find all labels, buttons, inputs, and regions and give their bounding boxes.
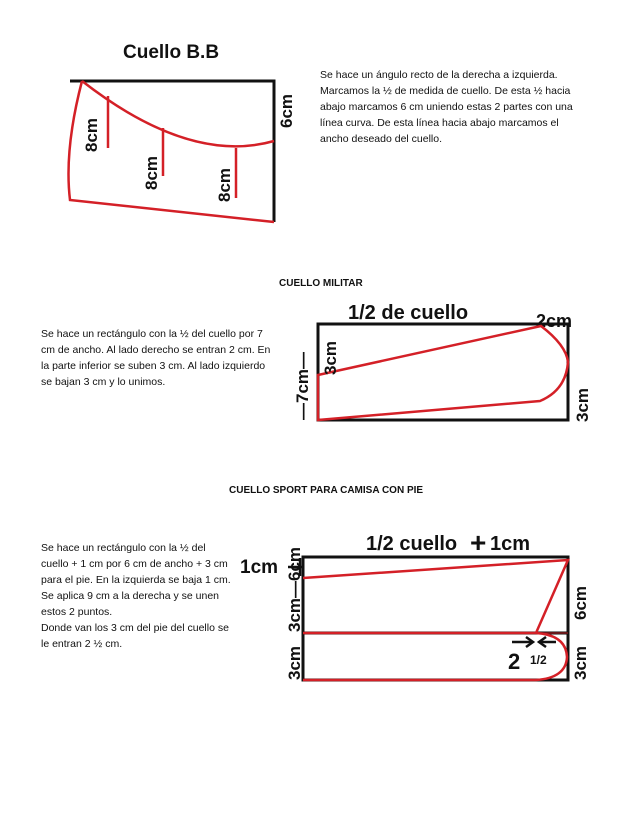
section-cuello-bb: [0, 0, 638, 250]
label-3cm-bottom-left: 3cm: [285, 645, 304, 680]
label-8cm-mid: 8cm: [142, 155, 161, 190]
label-3cm-bottom-right: 3cm: [571, 645, 590, 680]
label-3cm-right: 3cm: [573, 387, 592, 422]
label-1-2: 1/2: [530, 653, 547, 667]
label-plus: +: [470, 527, 487, 558]
collar-inner-curve: [82, 81, 274, 146]
label-2: 2: [508, 649, 521, 674]
label-8cm-left: 8cm: [82, 117, 101, 152]
label-3cm-6cm: 3cm—6cm: [285, 546, 304, 632]
label-half-cuello: 1/2 de cuello: [348, 302, 469, 324]
militar-rectangle: [318, 324, 568, 420]
label-6cm-right: 6cm: [571, 585, 590, 620]
cuello-sport-description-line: Se hace un rectángulo con la ½ del cuello + 1 cm por 6 cm de ancho + 3 cm para el pie. En la izquierda se baja 1 cm. Se aplica 9 cm a la derecha y se unen estos 2 puntos.: [41, 542, 231, 618]
label-7cm: —7cm—: [293, 351, 312, 420]
cuello-militar-description: Se hace un rectángulo con la ½ del cuello por 7 cm de ancho. Al lado derecho se entran 2 cm. En la parte inferior se suben 3 cm. Al lado izquierdo se bajan 3 cm y lo unimos.: [41, 328, 271, 388]
cuello-sport-diagram: [0, 520, 638, 690]
cuello-bb-description: Se hace un ángulo recto de la derecha a izquierda. Marcamos la ½ de medida de cuello. De esta ½ hacia abajo marcamos 6 cm uniendo estas 2 partes con una línea curva. De esta línea hacia abajo marcamos el ancho deseado del cuello.: [320, 69, 573, 145]
label-half-cuello-sport: 1/2 cuello: [366, 533, 458, 555]
label-2cm: 2cm: [536, 311, 573, 331]
cuello-sport-title: CUELLO SPORT PARA CAMISA CON PIE: [229, 485, 424, 496]
cuello-bb-title: Cuello B.B: [123, 42, 220, 63]
label-3cm-left: 3cm: [321, 340, 340, 375]
label-6cm-side: 6cm: [277, 93, 296, 128]
cuello-sport-description-line: Donde van los 3 cm del pie del cuello se le entran 2 ½ cm.: [41, 622, 229, 650]
militar-collar-shape: [318, 326, 568, 420]
sport-band-shape: [303, 633, 567, 680]
section-cuello-militar: [0, 290, 638, 440]
sport-collar-shape: [303, 560, 568, 633]
section-cuello-sport: [0, 520, 638, 690]
label-1cm-left: 1cm: [240, 557, 279, 578]
cuello-militar-title: CUELLO MILITAR: [279, 278, 363, 289]
label-1cm-top: 1cm: [490, 533, 531, 555]
cuello-militar-diagram: [0, 290, 638, 440]
label-8cm-right: 8cm: [215, 167, 234, 202]
